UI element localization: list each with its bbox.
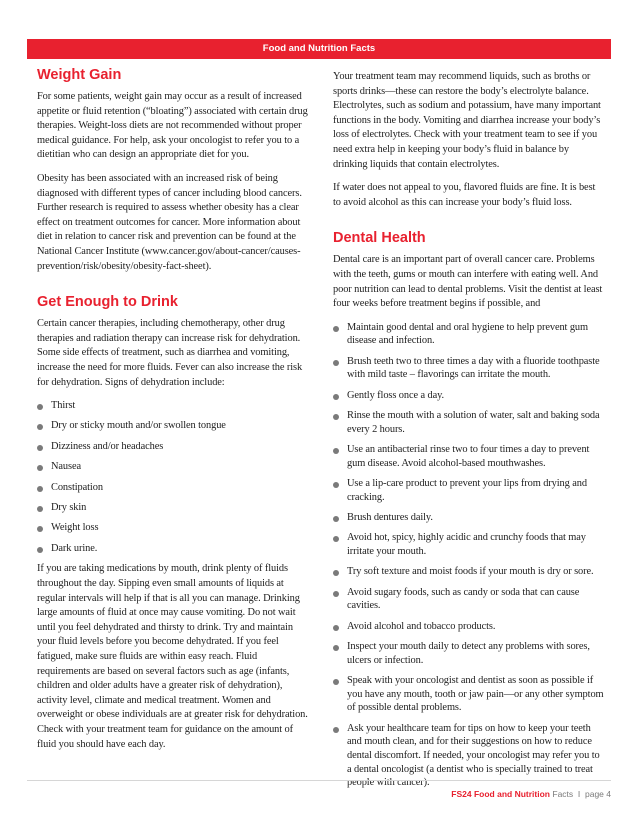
bullet-icon	[37, 547, 43, 553]
bullet-icon	[333, 591, 339, 597]
bullet-icon	[333, 360, 339, 366]
bullet-icon	[333, 448, 339, 454]
list-item: Nausea	[37, 460, 309, 474]
dehydration-signs-list	[37, 399, 309, 555]
drink-intro: Certain cancer therapies, including chemotherapy, other drug therapies and radiation therapy can increase risk for dehydration. Some side effects of treatment, such as diarrhea and vomiting, increase the need for more fluids. Fever can also increase the risk for dehydration. Signs of dehydration include:	[37, 318, 303, 388]
bullet-icon	[333, 482, 339, 488]
list-item: Brush teeth two to three times a day with a fluoride toothpaste with mild taste – flavorings can irritate the mouth.	[333, 355, 605, 382]
bullet-icon	[37, 404, 43, 410]
footer-code: FS24 Food and Nutrition	[451, 789, 550, 799]
bullet-icon	[333, 645, 339, 651]
list-item: Constipation	[37, 481, 309, 495]
page-number: page 4	[585, 789, 611, 799]
bullet-icon	[333, 536, 339, 542]
list-item: Dizziness and/or headaches	[37, 440, 309, 454]
banner-title: Food and Nutrition Facts	[262, 43, 376, 54]
bullet-icon	[37, 465, 43, 471]
list-item: Avoid hot, spicy, highly acidic and crunchy foods that may irritate your mouth.	[333, 531, 605, 558]
bullet-icon	[333, 727, 339, 733]
bullet-icon	[333, 414, 339, 420]
bullet-icon	[333, 516, 339, 522]
list-item: Rinse the mouth with a solution of water, salt and baking soda every 2 hours.	[333, 409, 605, 436]
list-item: Ask your healthcare team for tips on how to keep your teeth and mouth clean, and for their suggestions on how to reduce dental discomfort. If needed, your oncologist may refer you to a dental oncologist (a dentist who is specially trained to treat people with cancer).	[333, 722, 605, 790]
footer-separator: I	[577, 789, 581, 799]
list-item: Maintain good dental and oral hygiene to help prevent gum disease and infection.	[333, 321, 605, 348]
list-item: Dry or sticky mouth and/or swollen tongue	[37, 419, 309, 433]
bullet-icon	[333, 625, 339, 631]
drink-heading: Get Enough to Drink	[37, 294, 178, 311]
weight-gain-heading: Weight Gain	[37, 67, 122, 83]
list-item: Dark urine.	[37, 542, 309, 556]
list-item: Thirst	[37, 399, 309, 413]
left-column	[37, 66, 309, 761]
list-item: Avoid sugary foods, such as candy or soda that can cause cavities.	[333, 586, 605, 613]
bullet-icon	[333, 679, 339, 685]
list-item: Speak with your oncologist and dentist as soon as possible if you have any mouth, tooth or jaw pain—or any other symptom of possible dental problems.	[333, 674, 605, 715]
list-item: Dry skin	[37, 501, 309, 515]
bullet-icon	[37, 445, 43, 451]
header-banner	[27, 39, 611, 59]
footer-label: Facts	[552, 789, 574, 799]
weight-gain-paragraph-2: Obesity has been associated with an increased risk of being diagnosed with different types of cancer including blood cancers. Further research is required to assess whether obesity has a clear effect on treatment outcomes for cancer. More information about diet in relation to cancer risk and prevention can be found at the National Cancer Institute (www.cancer.gov/about-cancer/causes-prevention/risk/obesity/obesity-fact-sheet).	[37, 172, 302, 272]
list-item: Brush dentures daily.	[333, 511, 605, 525]
page-footer	[451, 789, 611, 799]
list-item: Use an antibacterial rinse two to four times a day to prevent gum disease. Avoid alcohol-based mouthwashes.	[333, 443, 605, 470]
list-item: Weight loss	[37, 521, 309, 535]
dental-intro: Dental care is an important part of overall cancer care. Problems with the teeth, gums or mouth can interfere with eating well. And poor nutrition can lead to dental problems. Visit the dentist at least four weeks before treatment begins if possible, and	[333, 254, 603, 310]
bullet-icon	[37, 486, 43, 492]
bullet-icon	[333, 326, 339, 332]
drink-continued-paragraph-1: Your treatment team may recommend liquids, such as broths or sports drinks—these can restore the body’s electrolyte balance. Electrolytes, such as sodium and potassium, have many important functions in the body. Vomiting and diarrhea increase your body’s loss of electrolytes. Check with your treatment team to see if you need extra help in keeping your body’s fluid in balance by drinking liquids that contain electrolytes.	[333, 71, 601, 170]
drink-closing: If you are taking medications by mouth, drink plenty of fluids throughout the day. Sipping even small amounts of liquids at regular intervals will help if that is all you can manage. Drinking large amounts of fluid at once may cause vomiting. Do not wait until you feel dehydrated and thirsty to drink. Try and maintain your fluid levels before you become dehydrated. If you feel fatigued, make sure fluids are within easy reach. Fluid requirements are based on several factors such as age (infants, children and older adults have a greater risk of dehydration), activity level, climate and medical treatment. Women and overweight or obese individuals are at greater risk for dehydration. Check with your treatment team for guidance on the amount of fluid you should have each day.	[37, 563, 308, 750]
bullet-icon	[37, 424, 43, 430]
weight-gain-paragraph-1: For some patients, weight gain may occur as a result of increased appetite or fluid retention (“bloating”) associated with certain drug therapies. Weight-loss diets are not recommended without proper medical guidance. For help, ask your oncologist to refer you to a dietitian who can design an appropriate diet for you.	[37, 91, 308, 161]
bullet-icon	[37, 506, 43, 512]
dental-heading: Dental Health	[333, 230, 426, 247]
list-item: Avoid alcohol and tobacco products.	[333, 620, 605, 634]
list-item: Gently floss once a day.	[333, 389, 605, 403]
right-column	[333, 70, 605, 797]
dental-tips-list	[333, 321, 605, 790]
bullet-icon	[37, 526, 43, 532]
bullet-icon	[333, 394, 339, 400]
list-item: Use a lip-care product to prevent your lips from drying and cracking.	[333, 477, 605, 504]
drink-continued-paragraph-2: If water does not appeal to you, flavored fluids are fine. It is best to avoid alcohol as this can increase your body’s fluid loss.	[333, 182, 596, 208]
footer-divider	[27, 780, 611, 781]
list-item: Inspect your mouth daily to detect any problems with sores, ulcers or infection.	[333, 640, 605, 667]
list-item: Try soft texture and moist foods if your mouth is dry or sore.	[333, 565, 605, 579]
bullet-icon	[333, 570, 339, 576]
